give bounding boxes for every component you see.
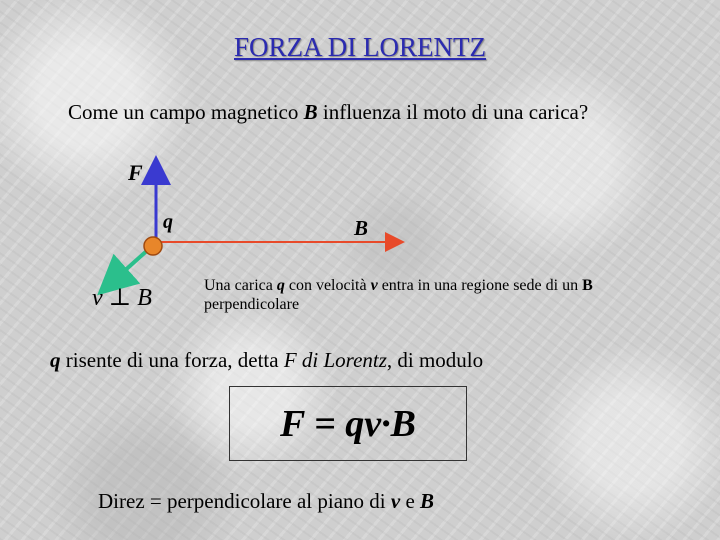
direction-b: B <box>420 489 435 513</box>
desc-part: entra in una regione sede di un <box>377 277 583 294</box>
description-text <box>204 276 674 314</box>
statement-f: F <box>283 348 297 372</box>
direction-text <box>98 489 434 514</box>
statement-part: risente di una forza, detta <box>60 348 284 372</box>
desc-part: Una carica <box>204 277 277 294</box>
desc-v: v <box>370 277 378 294</box>
question-before: Come un campo magnetico <box>68 100 304 124</box>
b-symbol: B <box>137 285 152 311</box>
formula: F = qv·B <box>279 402 417 445</box>
statement-q: q <box>50 348 61 372</box>
statement-text <box>50 348 483 373</box>
field-label: B <box>354 216 369 240</box>
v-perp-b-label <box>92 283 152 312</box>
direction-part: Direz = perpendicolare al piano di <box>98 489 391 513</box>
statement-lorentz: di Lorentz <box>296 348 387 372</box>
question-after: influenza il moto di una carica? <box>317 100 589 124</box>
desc-part: con velocità <box>284 277 371 294</box>
charge-label: q <box>163 211 173 233</box>
statement-part: , di modulo <box>386 348 484 372</box>
charge-dot <box>144 237 162 255</box>
desc-part: perpendicolare <box>204 296 300 314</box>
direction-v: v <box>390 489 401 513</box>
question-symbol: B <box>303 100 318 124</box>
force-label: F <box>128 160 143 185</box>
formula-box <box>229 386 467 461</box>
perp-symbol: ⊥ <box>108 285 132 311</box>
velocity-vector <box>112 248 150 282</box>
desc-b: B <box>582 277 593 294</box>
desc-q: q <box>276 277 285 294</box>
slide-title: FORZA DI LORENTZ <box>234 32 486 62</box>
direction-part: e <box>400 489 421 513</box>
v-symbol: v <box>92 285 103 311</box>
